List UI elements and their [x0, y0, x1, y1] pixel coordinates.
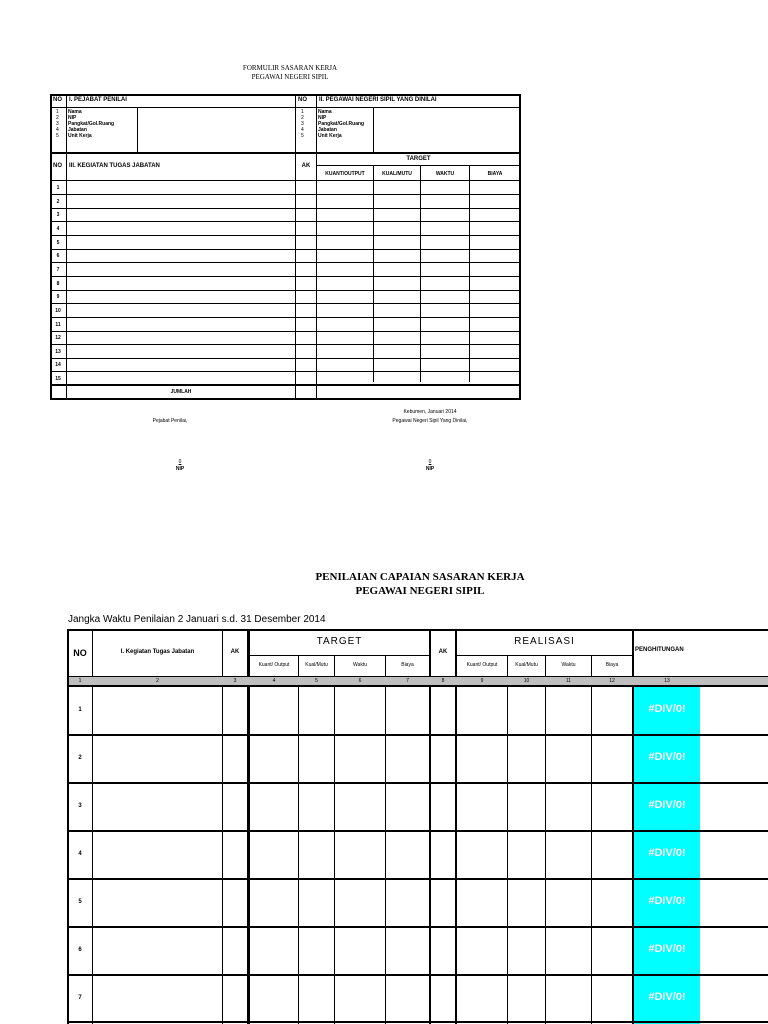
- divider: [68, 974, 768, 976]
- divider: [51, 344, 520, 345]
- form1-row-num: 15: [55, 376, 61, 382]
- divider: [456, 655, 632, 656]
- divider: [429, 630, 431, 1024]
- col-num: 3: [233, 678, 237, 684]
- form1-title-line1: FORMULIR SASARAN KERJA: [242, 64, 338, 72]
- divider: [591, 655, 592, 1024]
- form1-row-num: 3: [56, 212, 60, 218]
- divider: [51, 262, 520, 263]
- form2-ak-label-target: AK: [230, 649, 240, 655]
- col-num: 9: [480, 678, 484, 684]
- form2-title-line2: PEGAWAI NEGERI SIPIL: [355, 585, 485, 597]
- form1-no-label-right: NO: [298, 97, 307, 103]
- form1-ak-label: AK: [301, 163, 311, 169]
- divider: [68, 734, 768, 736]
- divider: [51, 371, 520, 372]
- form2-row-num: 2: [78, 755, 82, 761]
- col-num: 13: [664, 678, 670, 684]
- form1-title: [190, 64, 390, 82]
- form1-section2-title: II. PEGAWAI NEGERI SIPIL YANG DINILAI: [319, 97, 437, 103]
- identity-fields-left: [68, 109, 114, 139]
- divider: [137, 107, 138, 153]
- form2-penghitungan-label: PENGHITUNGAN: [635, 647, 684, 653]
- divider: [51, 290, 520, 291]
- col-num: 7: [406, 678, 409, 684]
- form2-result-value: #DIV/0!: [648, 943, 686, 955]
- form1-table: [50, 94, 521, 400]
- form1-row-num: 2: [56, 199, 60, 205]
- form2-target-col-kual: Kual/Mutu: [305, 662, 328, 668]
- form1-col-waktu: WAKTU: [435, 171, 455, 177]
- divider: [51, 152, 520, 154]
- divider: [249, 630, 250, 1024]
- divider: [68, 878, 768, 880]
- form2-title: [250, 570, 590, 598]
- field-jabatan-left: Jabatan: [68, 127, 87, 133]
- field-unit-left: Unit Kerja: [68, 133, 92, 139]
- col-num: 2: [156, 678, 159, 684]
- form2-realisasi-col-kuant: Kuant/ Output: [466, 662, 498, 668]
- form2-result-value: #DIV/0!: [648, 751, 686, 763]
- field-nip-right: NIP: [318, 115, 327, 121]
- col-num: 8: [441, 678, 445, 684]
- divider: [298, 655, 299, 1024]
- form2-realisasi-label: REALISASI: [514, 636, 575, 647]
- form2-result-value: #DIV/0!: [648, 991, 686, 1003]
- divider: [373, 107, 374, 153]
- form1-row-num: 1: [56, 185, 60, 191]
- form2-realisasi-col-kual: Kual/Mutu: [515, 662, 538, 668]
- form2-no-label: NO: [73, 648, 87, 658]
- col-num: 10: [523, 678, 530, 684]
- form1-no-label-left: NO: [53, 97, 62, 103]
- divider: [51, 107, 520, 108]
- col-num: 6: [358, 678, 362, 684]
- form2-target-label: TARGET: [316, 636, 363, 647]
- form2-target-col-waktu: Waktu: [353, 662, 367, 668]
- form2-title-line1: PENILAIAN CAPAIAN SASARAN KERJA: [315, 571, 525, 583]
- divider: [373, 165, 374, 382]
- divider: [51, 358, 520, 359]
- form1-signer-left-title: Pejabat Penilai,: [152, 418, 188, 424]
- divider: [68, 782, 768, 784]
- form1-title-line2: PEGAWAI NEGERI SIPIL: [251, 73, 329, 81]
- identity-numbers-left: 1 2 3 4 5: [56, 109, 59, 139]
- form1-col-kual: KUAL/MUTU: [382, 171, 412, 177]
- divider: [68, 1021, 768, 1023]
- form1-signer-left-nip: NIP: [175, 466, 185, 472]
- col-num: 12: [609, 678, 615, 684]
- identity-fields-right: [318, 109, 364, 139]
- form2-ak-label-realisasi: AK: [438, 649, 448, 655]
- form1-row-num: 4: [56, 226, 60, 232]
- form1-section3-title: III. KEGIATAN TUGAS JABATAN: [69, 163, 160, 169]
- form1-row-num: 11: [55, 322, 61, 328]
- form2-realisasi-col-biaya: Biaya: [605, 662, 619, 668]
- divider: [385, 655, 386, 1024]
- divider: [92, 630, 93, 1024]
- divider: [316, 95, 317, 399]
- form2-row-num: 3: [78, 803, 82, 809]
- field-nip-left: NIP: [68, 115, 77, 121]
- divider: [469, 165, 470, 382]
- form1-signer-right-nip: NIP: [425, 466, 435, 472]
- divider: [51, 235, 520, 236]
- form2-row-num: 5: [78, 899, 82, 905]
- divider: [68, 926, 768, 928]
- form2-result-value: #DIV/0!: [648, 847, 686, 859]
- form2-result-value: #DIV/0!: [648, 895, 686, 907]
- form2-row-num: 7: [78, 995, 82, 1001]
- form1-place-date: Kebumen, Januari 2014: [403, 409, 457, 415]
- form2-row-num: 1: [78, 707, 82, 713]
- form1-row-num: 6: [56, 253, 60, 259]
- form2-result-value: #DIV/0!: [648, 799, 686, 811]
- divider: [51, 331, 520, 332]
- divider: [249, 655, 429, 656]
- form1-col-biaya: BIAYA: [487, 171, 503, 177]
- divider: [317, 165, 520, 166]
- form1-row-num: 14: [55, 362, 61, 368]
- divider: [51, 384, 520, 386]
- form1-row-num: 8: [56, 281, 60, 287]
- form1-target-label: TARGET: [406, 156, 431, 162]
- form2-realisasi-col-waktu: Waktu: [561, 662, 576, 668]
- form1-signer-right-title: Pegawai Negeri Sipil Yang Dinilai,: [392, 418, 468, 424]
- col-num: 4: [272, 678, 276, 684]
- divider: [420, 165, 421, 382]
- form1-row-num: 5: [56, 240, 60, 246]
- divider: [545, 655, 546, 1024]
- field-nama-left: Nama: [68, 109, 82, 115]
- field-nama-right: Nama: [318, 109, 332, 115]
- divider: [51, 317, 520, 318]
- form1-row-num: 12: [55, 335, 61, 341]
- divider: [51, 208, 520, 209]
- form1-section1-title: I. PEJABAT PENILAI: [69, 97, 127, 103]
- field-pangkat-left: Pangkat/Gol.Ruang: [68, 121, 115, 127]
- form1-col-kuant: KUANT/OUTPUT: [325, 171, 365, 177]
- col-num: 5: [315, 678, 318, 684]
- divider: [51, 194, 520, 195]
- form1-row-num: 7: [56, 267, 60, 273]
- form2-row-num: 4: [78, 851, 82, 857]
- field-jabatan-right: Jabatan: [318, 127, 337, 133]
- form1-no-label-activity: NO: [53, 163, 62, 169]
- divider: [222, 630, 223, 1024]
- form1-row-num: 9: [56, 294, 60, 300]
- divider: [66, 95, 67, 153]
- divider: [68, 830, 768, 832]
- divider: [295, 95, 296, 399]
- form2-period: Jangka Waktu Penilaian 2 Januari s.d. 31 Desember 2014: [68, 614, 326, 625]
- form2-result-value: #DIV/0!: [648, 703, 686, 715]
- divider: [455, 630, 457, 1024]
- field-pangkat-right: Pangkat/Gol.Ruang: [318, 121, 365, 127]
- field-unit-right: Unit Kerja: [318, 133, 342, 139]
- form2-target-col-biaya: Biaya: [401, 662, 414, 668]
- form1-signer-right-name: 0: [428, 459, 432, 465]
- divider: [507, 655, 508, 1024]
- identity-numbers-right: 1 2 3 4 5: [301, 109, 304, 139]
- form2-row-num: 6: [78, 947, 82, 953]
- divider: [51, 303, 520, 304]
- form1-jumlah-label: JUMLAH: [170, 389, 192, 395]
- divider: [51, 180, 520, 181]
- divider: [51, 276, 520, 277]
- divider: [51, 249, 520, 250]
- divider: [51, 221, 520, 222]
- form2-activity-label: I. Kegiatan Tugas Jabatan: [120, 649, 195, 655]
- col-num: 1: [78, 678, 82, 684]
- form1-row-num: 10: [55, 308, 61, 314]
- form1-row-num: 13: [55, 349, 61, 355]
- form2-target-col-kuant: Kuant/ Output: [258, 662, 290, 668]
- col-num: 11: [565, 678, 572, 684]
- divider: [334, 655, 335, 1024]
- form1-signer-left-name: 0: [178, 459, 182, 465]
